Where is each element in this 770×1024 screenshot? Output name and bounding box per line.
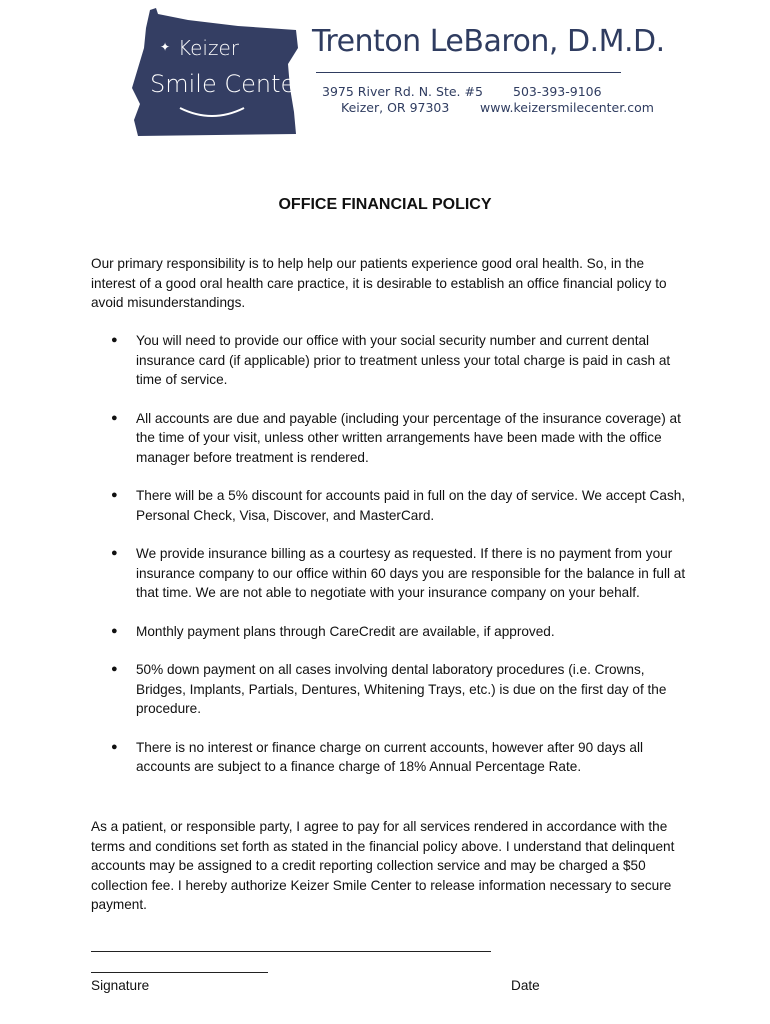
list-item: [91, 660, 691, 719]
phone-number: 503-393-9106: [513, 84, 602, 99]
date-label: Date: [511, 978, 540, 993]
list-item-text: 50% down payment on all cases involving dental laboratory procedures (i.e. Crowns, Bridges, Implants, Partials, Dentures, Whitening Trays, etc.) is due on the first day of the procedure.: [136, 662, 667, 716]
logo-keizer: Keizer: [178, 36, 240, 60]
document-title: OFFICE FINANCIAL POLICY: [278, 196, 492, 213]
bullet-icon: ●: [111, 740, 118, 753]
website-link[interactable]: www.keizersmilecenter.com: [480, 100, 654, 115]
letterhead-divider: [316, 72, 621, 73]
letterhead: [0, 0, 770, 150]
address-line2: Keizer, OR 97303: [341, 100, 450, 115]
address-line1: 3975 River Rd. N. Ste. #5: [322, 84, 483, 99]
list-item-text: We provide insurance billing as a courtesy as requested. If there is no payment from your insurance company to our office within 60 days you are responsible for the balance in full at that time. We are not able to negotiate with your insurance company on your behalf.: [136, 546, 686, 600]
bullet-icon: ●: [111, 663, 118, 675]
bullet-icon: ●: [111, 334, 118, 346]
list-item-text: Monthly payment plans through CareCredit are available, if approved.: [136, 623, 555, 639]
signature-line-short[interactable]: [91, 972, 268, 973]
list-item: [91, 331, 691, 390]
intro-paragraph: Our primary responsibility is to help help our patients experience good oral health. So, in the interest of a good oral health care practice, it is desirable to establish an office financial policy to avoid misunderstandings.: [91, 256, 667, 310]
bullet-icon: ●: [111, 547, 118, 559]
logo-smile-center: Smile Center: [150, 70, 306, 98]
list-item: [91, 409, 691, 468]
list-item-text: There will be a 5% discount for accounts paid in full on the day of service. We accept Cash, Personal Check, Visa, Discover, and MasterCard.: [136, 488, 686, 523]
list-item-text: There is no interest or finance charge on current accounts, however after 90 days all accounts are subject to a finance charge of 18% Annual Percentage Rate.: [136, 739, 644, 774]
signature-label: Signature: [91, 978, 150, 993]
bullet-icon: ●: [111, 411, 118, 424]
list-item: [91, 738, 691, 777]
list-item-text: You will need to provide our office with your social security number and current dental insurance card (if applicable) prior to treatment unless your total charge is paid in cash at time of service.: [136, 333, 671, 387]
list-item-text: All accounts are due and payable (including your percentage of the insurance coverage) at the time of your visit, unless other written arrangements have been made with the office manager before treatment is rendered.: [136, 410, 681, 465]
signature-line[interactable]: [91, 951, 491, 952]
doctor-name: Trenton LeBaron, D.M.D.: [312, 24, 665, 59]
bullet-icon: ●: [111, 489, 118, 501]
star-icon: ✦: [160, 40, 171, 54]
list-item: [91, 544, 691, 603]
list-item: [91, 486, 691, 525]
policy-list: [91, 331, 691, 796]
bullet-icon: ●: [111, 624, 118, 637]
list-item: [91, 622, 691, 642]
agreement-paragraph: As a patient, or responsible party, I agree to pay for all services rendered in accordance with the terms and conditions set forth as stated in the financial policy above. I understand that delinquent accounts may be assigned to a credit reporting collection service and may be charged a $50 collection fee. I hereby authorize Keizer Smile Center to release information necessary to secure payment.: [91, 819, 675, 912]
